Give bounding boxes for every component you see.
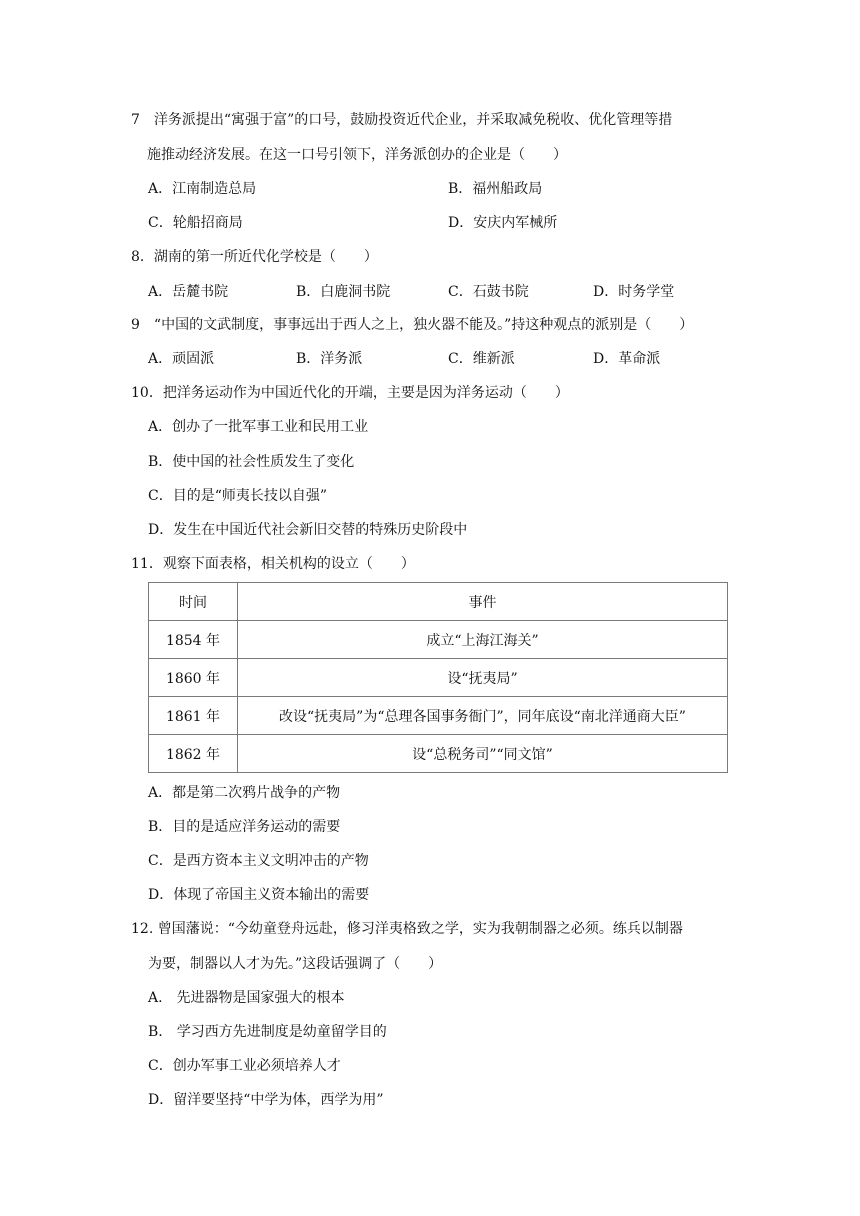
table-row xyxy=(149,735,728,773)
table-cell-event: 设“总税务司”“同文馆” xyxy=(238,735,728,773)
q7-stem-line1: 7 洋务派提出“寓强于富”的口号，鼓励投资近代企业，并采取减免税收、优化管理等措 xyxy=(131,112,673,128)
q12-option-c[interactable]: C．创办军事工业必须培养人才 xyxy=(148,1058,341,1074)
q10-option-a[interactable]: A．创办了一批军事工业和民用工业 xyxy=(148,419,369,435)
q12-stem-line1: 12. 曾国藩说：“今幼童登舟远赴，修习洋夷格致之学，实为我朝制器之必须。练兵以制器 xyxy=(131,921,683,937)
q11-option-a[interactable]: A．都是第二次鸦片战争的产物 xyxy=(148,785,341,801)
q10-option-d[interactable]: D．发生在中国近代社会新旧交替的特殊历史阶段中 xyxy=(148,522,468,538)
table-cell-time: 1862 年 xyxy=(149,735,238,773)
q10-option-c[interactable]: C．目的是“师夷长技以自强” xyxy=(148,488,328,504)
q12-option-b[interactable]: B. 学习西方先进制度是幼童留学目的 xyxy=(148,1024,387,1040)
table-cell-time: 1854 年 xyxy=(149,621,238,659)
table-row xyxy=(149,697,728,735)
table-row xyxy=(149,621,728,659)
q7-option-b[interactable]: B．福州船政局 xyxy=(448,181,543,197)
q8-option-d[interactable]: D．时务学堂 xyxy=(593,284,675,300)
table-header-event: 事件 xyxy=(238,583,728,621)
table-cell-event: 设“抚夷局” xyxy=(238,659,728,697)
table-row xyxy=(149,659,728,697)
q9-option-d[interactable]: D．革命派 xyxy=(593,351,661,367)
q8-option-b[interactable]: B．白鹿洞书院 xyxy=(296,284,391,300)
q8-stem: 8．湖南的第一所近代化学校是（ ） xyxy=(131,249,378,265)
q8-option-a[interactable]: A．岳麓书院 xyxy=(148,284,229,300)
q11-stem: 11．观察下面表格，相关机构的设立（ ） xyxy=(131,556,415,572)
table-header-row xyxy=(149,583,728,621)
q12-stem-line2: 为要，制器以人才为先。”这段话强调了（ ） xyxy=(148,956,443,972)
q7-option-a[interactable]: A．江南制造总局 xyxy=(148,181,257,197)
q8-option-c[interactable]: C．石鼓书院 xyxy=(448,284,529,300)
table-cell-time: 1860 年 xyxy=(149,659,238,697)
q11-option-b[interactable]: B．目的是适应洋务运动的需要 xyxy=(148,819,341,835)
q7-option-c[interactable]: C．轮船招商局 xyxy=(148,215,243,231)
table-cell-event: 改设“抚夷局”为“总理各国事务衙门”，同年底设“南北洋通商大臣” xyxy=(238,697,728,735)
q7-stem-line2: 施推动经济发展。在这一口号引领下，洋务派创办的企业是（ ） xyxy=(147,147,567,163)
table-cell-time: 1861 年 xyxy=(149,697,238,735)
q10-stem: 10．把洋务运动作为中国近代化的开端，主要是因为洋务运动（ ） xyxy=(131,385,569,401)
q10-option-b[interactable]: B．使中国的社会性质发生了变化 xyxy=(148,454,355,470)
table-cell-event: 成立“上海江海关” xyxy=(238,621,728,659)
table-header-time: 时间 xyxy=(149,583,238,621)
q9-option-b[interactable]: B．洋务派 xyxy=(296,351,363,367)
q12-option-d[interactable]: D．留洋要坚持“中学为体，西学为用” xyxy=(148,1092,384,1108)
q9-stem: 9 “中国的文武制度，事事远出于西人之上，独火器不能及。”持这种观点的派别是（ ） xyxy=(131,317,694,333)
q9-option-a[interactable]: A．顽固派 xyxy=(148,351,215,367)
events-table xyxy=(148,582,728,773)
q9-option-c[interactable]: C．维新派 xyxy=(448,351,515,367)
q12-option-a[interactable]: A. 先进器物是国家强大的根本 xyxy=(148,990,345,1006)
q11-option-d[interactable]: D．体现了帝国主义资本输出的需要 xyxy=(148,887,370,903)
q7-option-d[interactable]: D．安庆内军械所 xyxy=(448,215,558,231)
q11-option-c[interactable]: C．是西方资本主义文明冲击的产物 xyxy=(148,853,369,869)
